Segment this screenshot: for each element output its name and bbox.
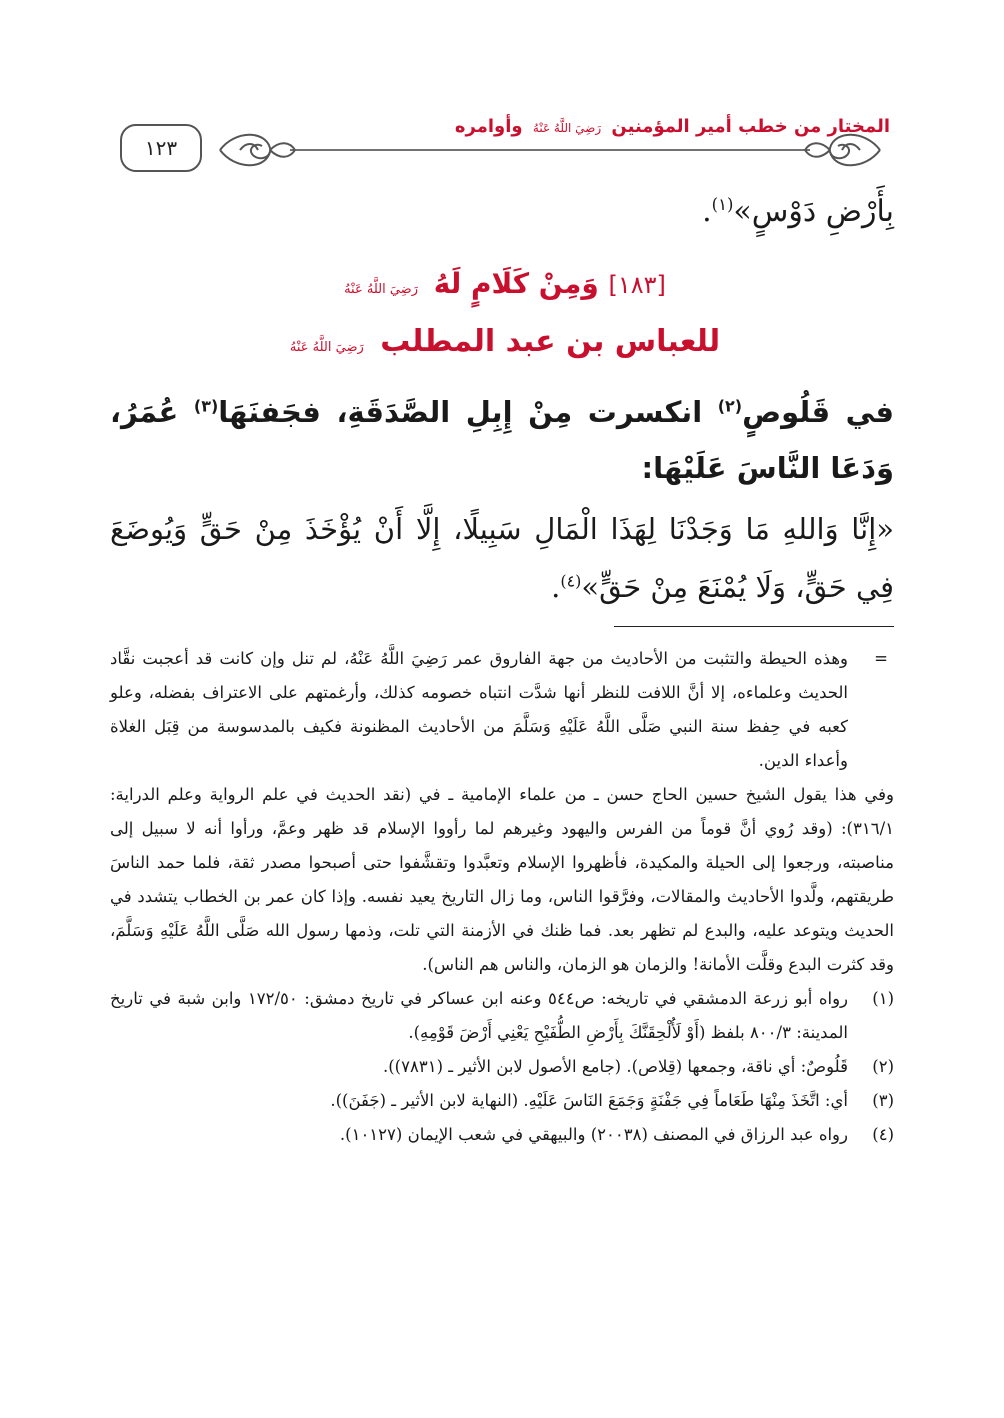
intro-part-1: في قَلُوصٍ [742,395,895,429]
footnote-separator [614,626,894,627]
section-subheading-text: للعباس بن عبد المطلب [380,324,721,359]
page-number-text: ١٢٣ [144,136,178,160]
header-title-text: المختار من خطب أمير المؤمنين [611,116,890,137]
footnote-ref-3: (٣) [193,396,219,416]
continued-note-paragraph-1: وهذه الحيطة والتثبت من الأحاديث من جهة الفاروق عمر رَضِيَ اللَّهُ عَنْهُ، لم تنل وإن كانت قد أعجبت نقَّاد الحديث وعلماءه، إلا أنَّ اللافت للنظر أنها شدَّت انتباه خصومه كذلك، وأرغمتهم على الاعتراف بفضله، وعلو كعبه في حِفظ سنة النبي صَلَّى اللَّهُ عَلَيْهِ وَسَلَّمَ من الأحاديث المظنونة فكيف بالمدسوسة من قِبَل الغلاة وأعداء الدين. [110,649,848,770]
page-header [110,116,890,176]
footnotes-area [110,642,894,1152]
continued-note [110,642,894,778]
running-header-title [455,116,890,137]
footnote-text: رواه عبد الرزاق في المصنف (٢٠٠٣٨) والبيهقي في شعب الإيمان (١٠١٢٧). [339,1125,848,1144]
section-heading-honorific: رَضِيَ اللَّهُ عَنْهُ [344,282,418,297]
footnote-3 [110,1084,894,1118]
intro-paragraph [110,384,894,496]
page-number [120,124,202,172]
quote-end: . [551,570,561,604]
footnote-ref-1: (١) [711,195,734,214]
header-title-tail: وأوامره [454,116,523,137]
section-subheading-honorific: رَضِيَ اللَّهُ عَنْهُ [289,340,364,355]
quote-paragraph [110,500,894,616]
footnote-ref-2: (٢) [717,396,743,416]
carry-over-body: بِأَرْضِ دَوْسٍ» [733,194,894,229]
section-heading-line-2 [110,316,894,374]
footnote-text: قَلُوصٌ: أي ناقة، وجمعها (قِلاص). (جامع الأصول لابن الأثير ـ (٧٨٣١)). [383,1057,848,1076]
section-number: [١٨٣] [608,271,666,299]
section-heading [110,258,894,374]
intro-part-3: عُمَرُ، وَدَعَا النَّاسَ عَلَيْهَا: [110,395,894,485]
footnote-number: (٤) [872,1125,894,1144]
footnote-text: أي: اتَّخَذَ مِنْهَا طَعَاماً فِي جَفْنَةٍ وَجَمَعَ النَاسَ عَلَيْهِ. (النهاية لابن الأثير ـ (جَفَنَ)). [330,1091,848,1110]
carry-over-end: . [702,194,712,229]
footnote-number: (١) [872,989,894,1008]
footnote-ref-4: (٤) [560,571,582,591]
header-honorific: رَضِيَ اللَّهُ عَنْهُ [532,121,602,135]
footnote-number: (٢) [872,1057,894,1076]
section-heading-text: وَمِنْ كَلَامٍ لَهُ [433,267,599,300]
footnote-4 [110,1118,894,1152]
intro-part-2: انكسرت مِنْ إِبِلِ الصَّدَقَةِ، فجَفنَهَا [218,395,718,429]
quote-text: «إِنَّا وَاللهِ مَا وَجَدْنَا لِهَذَا الْمَالِ سَبِيلًا، إِلَّا أَنْ يُؤْخَذَ مِنْ حَقٍّ وَيُوضَعَ فِي حَقٍّ، وَلَا يُمْنَعَ مِنْ حَقٍّ» [110,512,894,604]
carry-over-text [702,188,894,236]
continuation-marker: = [874,649,888,668]
section-heading-line-1 [110,258,894,316]
footnote-1 [110,982,894,1050]
footnote-2 [110,1050,894,1084]
footnote-text: رواه أبو زرعة الدمشقي في تاريخه: ص٥٤٤ وعنه ابن عساكر في تاريخ دمشق: ١٧٢/٥٠ وابن شبة في تاريخ المدينة: ٨٠٠/٣ بلفظ (أَوْ لَأُلْحِقَنَّكَ بِأَرْضِ الطُّفَيْحِ يَعْنِي أَرْضَ قَوْمِهِ). [110,989,849,1042]
footnote-number: (٣) [872,1091,894,1110]
continued-note-paragraph-2: وفي هذا يقول الشيخ حسين الحاج حسن ـ من علماء الإمامية ـ في (نقد الحديث في علم الرواية وعلم الدراية: ٣١٦/١): (وقد رُوي أنَّ قوماً من الفرس واليهود وغيرهم لما رأووا الإسلام قد ظهر وعمَّ، ورأوا أنه لا سبيل إلى مناصبته، ورجعوا إلى الحيلة والمكيدة، فأظهروا الإسلام وتعبَّدوا وتقشَّفوا حتى أصبحوا مصدر ثقة، فلما حمد الناسَ طريقتهم، ولَّدوا الأحاديث والمقالات، وفرَّقوا الناس، وما زال التاريخ يعيد نفسه. وإذا كان عمر بن الخطاب يتشدد في الحديث ويتوعد عليه، والبدع لم تظهر بعد. فما ظنك في الأزمنة التي تلت، وذمها رسول الله صَلَّى اللَّهُ عَلَيْهِ وَسَلَّمَ، وقد كثرت البدع وقلَّت الأمانة! والزمان هو الزمان، والناس هم الناس). [110,785,894,974]
footnote-list [110,982,894,1152]
